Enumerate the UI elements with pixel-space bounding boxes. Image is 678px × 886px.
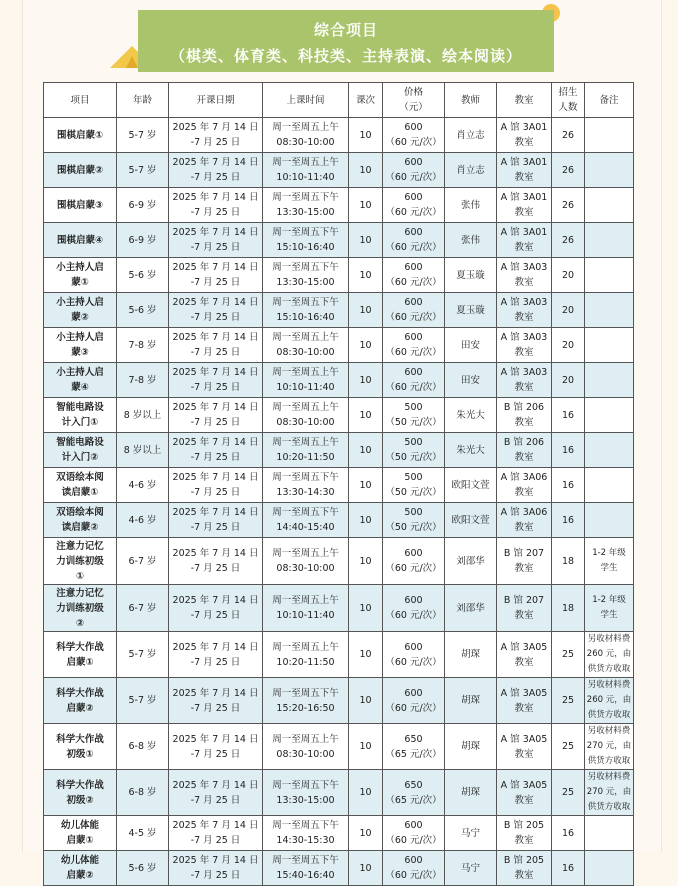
classroom-cell: A 馆 3A03 教室 bbox=[497, 363, 552, 398]
note-cell bbox=[585, 398, 634, 433]
date-cell: 2025 年 7 月 14 日 -7 月 25 日 bbox=[169, 538, 263, 585]
sessions-cell: 10 bbox=[349, 223, 383, 258]
table-row bbox=[44, 188, 634, 223]
price-cell: 600 （60 元/次） bbox=[383, 223, 445, 258]
course-name-cell: 小主持人启 蒙② bbox=[44, 293, 117, 328]
course-name-cell: 注意力记忆 力训练初级 ② bbox=[44, 585, 117, 632]
date-cell: 2025 年 7 月 14 日 -7 月 25 日 bbox=[169, 433, 263, 468]
table-body bbox=[44, 118, 634, 886]
course-name-cell: 双语绘本阅 读启蒙② bbox=[44, 503, 117, 538]
table-row bbox=[44, 724, 634, 770]
date-cell: 2025 年 7 月 14 日 -7 月 25 日 bbox=[169, 118, 263, 153]
section-title: 综合项目 bbox=[313, 21, 378, 39]
course-name-cell: 智能电路设 计入门② bbox=[44, 433, 117, 468]
note-cell bbox=[585, 328, 634, 363]
quota-cell: 16 bbox=[552, 851, 585, 886]
age-cell: 6-9 岁 bbox=[117, 188, 169, 223]
course-name-cell: 围棋启蒙③ bbox=[44, 188, 117, 223]
course-name-cell: 围棋启蒙② bbox=[44, 153, 117, 188]
header-quota: 招生 人数 bbox=[552, 83, 585, 118]
tent-door-decoration bbox=[126, 56, 138, 68]
date-cell: 2025 年 7 月 14 日 -7 月 25 日 bbox=[169, 293, 263, 328]
age-cell: 7-8 岁 bbox=[117, 328, 169, 363]
table-row bbox=[44, 398, 634, 433]
note-cell bbox=[585, 433, 634, 468]
price-cell: 600 （60 元/次） bbox=[383, 538, 445, 585]
quota-cell: 20 bbox=[552, 363, 585, 398]
table-row bbox=[44, 678, 634, 724]
table-row bbox=[44, 585, 634, 632]
sessions-cell: 10 bbox=[349, 585, 383, 632]
age-cell: 8 岁以上 bbox=[117, 398, 169, 433]
quota-cell: 26 bbox=[552, 153, 585, 188]
age-cell: 5-7 岁 bbox=[117, 678, 169, 724]
course-name-cell: 围棋启蒙④ bbox=[44, 223, 117, 258]
price-cell: 600 （60 元/次） bbox=[383, 328, 445, 363]
note-cell bbox=[585, 293, 634, 328]
header-notes: 备注 bbox=[585, 83, 634, 118]
quota-cell: 20 bbox=[552, 328, 585, 363]
age-cell: 5-7 岁 bbox=[117, 632, 169, 678]
note-cell bbox=[585, 816, 634, 851]
classroom-cell: A 馆 3A05 教室 bbox=[497, 770, 552, 816]
note-cell bbox=[585, 188, 634, 223]
price-cell: 600 （60 元/次） bbox=[383, 816, 445, 851]
teacher-cell: 刘邵华 bbox=[445, 585, 497, 632]
quota-cell: 25 bbox=[552, 770, 585, 816]
table-row bbox=[44, 770, 634, 816]
teacher-cell: 朱光大 bbox=[445, 398, 497, 433]
teacher-cell: 肖立志 bbox=[445, 153, 497, 188]
sessions-cell: 10 bbox=[349, 258, 383, 293]
date-cell: 2025 年 7 月 14 日 -7 月 25 日 bbox=[169, 328, 263, 363]
quota-cell: 25 bbox=[552, 724, 585, 770]
course-name-cell: 幼儿体能 启蒙② bbox=[44, 851, 117, 886]
price-cell: 500 （50 元/次） bbox=[383, 398, 445, 433]
classroom-cell: A 馆 3A05 教室 bbox=[497, 632, 552, 678]
course-name-cell: 围棋启蒙① bbox=[44, 118, 117, 153]
price-cell: 600 （60 元/次） bbox=[383, 118, 445, 153]
price-cell: 600 （60 元/次） bbox=[383, 678, 445, 724]
note-cell: 1-2 年级 学生 bbox=[585, 585, 634, 632]
time-cell: 周一至周五下午 15:40-16:40 bbox=[263, 851, 349, 886]
teacher-cell: 张伟 bbox=[445, 188, 497, 223]
price-cell: 650 （65 元/次） bbox=[383, 724, 445, 770]
note-cell: 另收材料费 270 元，由 供货方收取 bbox=[585, 724, 634, 770]
table-row bbox=[44, 433, 634, 468]
date-cell: 2025 年 7 月 14 日 -7 月 25 日 bbox=[169, 258, 263, 293]
classroom-cell: A 馆 3A06 教室 bbox=[497, 468, 552, 503]
classroom-cell: B 馆 205 教室 bbox=[497, 851, 552, 886]
teacher-cell: 张伟 bbox=[445, 223, 497, 258]
teacher-cell: 欧阳文萱 bbox=[445, 503, 497, 538]
note-cell bbox=[585, 503, 634, 538]
note-cell bbox=[585, 118, 634, 153]
teacher-cell: 胡琛 bbox=[445, 678, 497, 724]
quota-cell: 16 bbox=[552, 816, 585, 851]
classroom-cell: B 馆 207 教室 bbox=[497, 585, 552, 632]
time-cell: 周一至周五下午 13:30-15:00 bbox=[263, 188, 349, 223]
section-header-banner bbox=[138, 10, 554, 72]
classroom-cell: A 馆 3A03 教室 bbox=[497, 258, 552, 293]
time-cell: 周一至周五下午 13:30-14:30 bbox=[263, 468, 349, 503]
note-cell: 1-2 年级 学生 bbox=[585, 538, 634, 585]
teacher-cell: 夏玉璇 bbox=[445, 293, 497, 328]
header-age: 年龄 bbox=[117, 83, 169, 118]
price-cell: 600 （60 元/次） bbox=[383, 585, 445, 632]
date-cell: 2025 年 7 月 14 日 -7 月 25 日 bbox=[169, 188, 263, 223]
time-cell: 周一至周五下午 15:10-16:40 bbox=[263, 293, 349, 328]
course-name-cell: 双语绘本阅 读启蒙① bbox=[44, 468, 117, 503]
price-cell: 600 （60 元/次） bbox=[383, 851, 445, 886]
sessions-cell: 10 bbox=[349, 468, 383, 503]
price-cell: 600 （60 元/次） bbox=[383, 153, 445, 188]
sessions-cell: 10 bbox=[349, 816, 383, 851]
quota-cell: 16 bbox=[552, 433, 585, 468]
date-cell: 2025 年 7 月 14 日 -7 月 25 日 bbox=[169, 678, 263, 724]
quota-cell: 16 bbox=[552, 468, 585, 503]
price-cell: 500 （50 元/次） bbox=[383, 433, 445, 468]
course-name-cell: 科学大作战 启蒙② bbox=[44, 678, 117, 724]
course-name-cell: 幼儿体能 启蒙① bbox=[44, 816, 117, 851]
classroom-cell: B 馆 205 教室 bbox=[497, 816, 552, 851]
date-cell: 2025 年 7 月 14 日 -7 月 25 日 bbox=[169, 770, 263, 816]
teacher-cell: 肖立志 bbox=[445, 118, 497, 153]
teacher-cell: 欧阳文萱 bbox=[445, 468, 497, 503]
sessions-cell: 10 bbox=[349, 293, 383, 328]
date-cell: 2025 年 7 月 14 日 -7 月 25 日 bbox=[169, 503, 263, 538]
classroom-cell: A 馆 3A05 教室 bbox=[497, 678, 552, 724]
course-name-cell: 科学大作战 初级① bbox=[44, 724, 117, 770]
age-cell: 4-5 岁 bbox=[117, 816, 169, 851]
time-cell: 周一至周五下午 15:20-16:50 bbox=[263, 678, 349, 724]
note-cell bbox=[585, 153, 634, 188]
header-class-time: 上课时间 bbox=[263, 83, 349, 118]
sessions-cell: 10 bbox=[349, 538, 383, 585]
classroom-cell: B 馆 206 教室 bbox=[497, 433, 552, 468]
age-cell: 6-8 岁 bbox=[117, 724, 169, 770]
quota-cell: 26 bbox=[552, 223, 585, 258]
time-cell: 周一至周五下午 13:30-15:00 bbox=[263, 770, 349, 816]
sessions-cell: 10 bbox=[349, 118, 383, 153]
date-cell: 2025 年 7 月 14 日 -7 月 25 日 bbox=[169, 851, 263, 886]
note-cell bbox=[585, 258, 634, 293]
price-cell: 600 （60 元/次） bbox=[383, 632, 445, 678]
date-cell: 2025 年 7 月 14 日 -7 月 25 日 bbox=[169, 632, 263, 678]
teacher-cell: 马宁 bbox=[445, 816, 497, 851]
date-cell: 2025 年 7 月 14 日 -7 月 25 日 bbox=[169, 223, 263, 258]
quota-cell: 18 bbox=[552, 585, 585, 632]
table-row bbox=[44, 363, 634, 398]
age-cell: 7-8 岁 bbox=[117, 363, 169, 398]
sessions-cell: 10 bbox=[349, 503, 383, 538]
section-subtitle: （棋类、体育类、科技类、主持表演、绘本阅读） bbox=[169, 47, 522, 65]
time-cell: 周一至周五下午 15:10-16:40 bbox=[263, 223, 349, 258]
teacher-cell: 胡琛 bbox=[445, 770, 497, 816]
sessions-cell: 10 bbox=[349, 188, 383, 223]
age-cell: 5-6 岁 bbox=[117, 293, 169, 328]
sessions-cell: 10 bbox=[349, 770, 383, 816]
date-cell: 2025 年 7 月 14 日 -7 月 25 日 bbox=[169, 724, 263, 770]
table-row bbox=[44, 118, 634, 153]
note-cell bbox=[585, 851, 634, 886]
sessions-cell: 10 bbox=[349, 678, 383, 724]
teacher-cell: 田安 bbox=[445, 328, 497, 363]
age-cell: 4-6 岁 bbox=[117, 503, 169, 538]
price-cell: 600 （60 元/次） bbox=[383, 188, 445, 223]
date-cell: 2025 年 7 月 14 日 -7 月 25 日 bbox=[169, 153, 263, 188]
header-classroom: 教室 bbox=[497, 83, 552, 118]
classroom-cell: A 馆 3A01 教室 bbox=[497, 153, 552, 188]
quota-cell: 18 bbox=[552, 538, 585, 585]
quota-cell: 20 bbox=[552, 293, 585, 328]
time-cell: 周一至周五上午 08:30-10:00 bbox=[263, 328, 349, 363]
classroom-cell: B 馆 206 教室 bbox=[497, 398, 552, 433]
teacher-cell: 朱光大 bbox=[445, 433, 497, 468]
quota-cell: 25 bbox=[552, 678, 585, 724]
classroom-cell: A 馆 3A06 教室 bbox=[497, 503, 552, 538]
table-row bbox=[44, 293, 634, 328]
time-cell: 周一至周五上午 08:30-10:00 bbox=[263, 538, 349, 585]
price-cell: 500 （50 元/次） bbox=[383, 468, 445, 503]
teacher-cell: 夏玉璇 bbox=[445, 258, 497, 293]
age-cell: 6-7 岁 bbox=[117, 538, 169, 585]
table-row bbox=[44, 632, 634, 678]
age-cell: 6-8 岁 bbox=[117, 770, 169, 816]
course-name-cell: 智能电路设 计入门① bbox=[44, 398, 117, 433]
note-cell bbox=[585, 468, 634, 503]
time-cell: 周一至周五上午 08:30-10:00 bbox=[263, 118, 349, 153]
course-name-cell: 注意力记忆 力训练初级 ① bbox=[44, 538, 117, 585]
note-cell: 另收材料费 270 元，由 供货方收取 bbox=[585, 770, 634, 816]
time-cell: 周一至周五上午 10:10-11:40 bbox=[263, 153, 349, 188]
sessions-cell: 10 bbox=[349, 153, 383, 188]
sessions-cell: 10 bbox=[349, 433, 383, 468]
sessions-cell: 10 bbox=[349, 398, 383, 433]
quota-cell: 20 bbox=[552, 258, 585, 293]
date-cell: 2025 年 7 月 14 日 -7 月 25 日 bbox=[169, 816, 263, 851]
date-cell: 2025 年 7 月 14 日 -7 月 25 日 bbox=[169, 468, 263, 503]
header-price: 价格 （元） bbox=[383, 83, 445, 118]
time-cell: 周一至周五上午 08:30-10:00 bbox=[263, 398, 349, 433]
date-cell: 2025 年 7 月 14 日 -7 月 25 日 bbox=[169, 398, 263, 433]
table-row bbox=[44, 223, 634, 258]
age-cell: 5-7 岁 bbox=[117, 153, 169, 188]
time-cell: 周一至周五上午 10:10-11:40 bbox=[263, 363, 349, 398]
time-cell: 周一至周五上午 10:10-11:40 bbox=[263, 585, 349, 632]
note-cell: 另收材料费 260 元，由 供货方收取 bbox=[585, 678, 634, 724]
price-cell: 600 （60 元/次） bbox=[383, 363, 445, 398]
note-cell bbox=[585, 363, 634, 398]
header-teacher: 教师 bbox=[445, 83, 497, 118]
table-row bbox=[44, 816, 634, 851]
header-start-date: 开课日期 bbox=[169, 83, 263, 118]
table-row bbox=[44, 153, 634, 188]
table-row bbox=[44, 258, 634, 293]
classroom-cell: A 馆 3A03 教室 bbox=[497, 328, 552, 363]
course-name-cell: 小主持人启 蒙④ bbox=[44, 363, 117, 398]
teacher-cell: 刘邵华 bbox=[445, 538, 497, 585]
sessions-cell: 10 bbox=[349, 724, 383, 770]
teacher-cell: 马宁 bbox=[445, 851, 497, 886]
quota-cell: 16 bbox=[552, 503, 585, 538]
classroom-cell: A 馆 3A01 教室 bbox=[497, 118, 552, 153]
table-row bbox=[44, 503, 634, 538]
note-cell: 另收材料费 260 元，由 供货方收取 bbox=[585, 632, 634, 678]
time-cell: 周一至周五上午 10:20-11:50 bbox=[263, 632, 349, 678]
price-cell: 600 （60 元/次） bbox=[383, 293, 445, 328]
time-cell: 周一至周五上午 08:30-10:00 bbox=[263, 724, 349, 770]
course-name-cell: 小主持人启 蒙① bbox=[44, 258, 117, 293]
course-schedule-table bbox=[43, 82, 634, 886]
quota-cell: 26 bbox=[552, 188, 585, 223]
age-cell: 4-6 岁 bbox=[117, 468, 169, 503]
teacher-cell: 田安 bbox=[445, 363, 497, 398]
price-cell: 500 （50 元/次） bbox=[383, 503, 445, 538]
time-cell: 周一至周五下午 13:30-15:00 bbox=[263, 258, 349, 293]
quota-cell: 26 bbox=[552, 118, 585, 153]
sessions-cell: 10 bbox=[349, 632, 383, 678]
age-cell: 5-7 岁 bbox=[117, 118, 169, 153]
header-project: 项目 bbox=[44, 83, 117, 118]
note-cell bbox=[585, 223, 634, 258]
classroom-cell: A 馆 3A05 教室 bbox=[497, 724, 552, 770]
table-row bbox=[44, 851, 634, 886]
table-header-row bbox=[44, 83, 634, 118]
age-cell: 6-9 岁 bbox=[117, 223, 169, 258]
sessions-cell: 10 bbox=[349, 328, 383, 363]
classroom-cell: A 馆 3A01 教室 bbox=[497, 223, 552, 258]
quota-cell: 16 bbox=[552, 398, 585, 433]
classroom-cell: A 馆 3A01 教室 bbox=[497, 188, 552, 223]
classroom-cell: A 馆 3A03 教室 bbox=[497, 293, 552, 328]
date-cell: 2025 年 7 月 14 日 -7 月 25 日 bbox=[169, 363, 263, 398]
sessions-cell: 10 bbox=[349, 851, 383, 886]
time-cell: 周一至周五上午 10:20-11:50 bbox=[263, 433, 349, 468]
table-row bbox=[44, 468, 634, 503]
age-cell: 5-6 岁 bbox=[117, 851, 169, 886]
time-cell: 周一至周五下午 14:40-15:40 bbox=[263, 503, 349, 538]
table-row bbox=[44, 538, 634, 585]
classroom-cell: B 馆 207 教室 bbox=[497, 538, 552, 585]
sessions-cell: 10 bbox=[349, 363, 383, 398]
teacher-cell: 胡琛 bbox=[445, 632, 497, 678]
header-sessions: 课次 bbox=[349, 83, 383, 118]
price-cell: 600 （60 元/次） bbox=[383, 258, 445, 293]
course-name-cell: 科学大作战 启蒙① bbox=[44, 632, 117, 678]
age-cell: 8 岁以上 bbox=[117, 433, 169, 468]
time-cell: 周一至周五下午 14:30-15:30 bbox=[263, 816, 349, 851]
course-name-cell: 科学大作战 初级② bbox=[44, 770, 117, 816]
date-cell: 2025 年 7 月 14 日 -7 月 25 日 bbox=[169, 585, 263, 632]
price-cell: 650 （65 元/次） bbox=[383, 770, 445, 816]
table-row bbox=[44, 328, 634, 363]
age-cell: 6-7 岁 bbox=[117, 585, 169, 632]
teacher-cell: 胡琛 bbox=[445, 724, 497, 770]
course-name-cell: 小主持人启 蒙③ bbox=[44, 328, 117, 363]
age-cell: 5-6 岁 bbox=[117, 258, 169, 293]
quota-cell: 25 bbox=[552, 632, 585, 678]
